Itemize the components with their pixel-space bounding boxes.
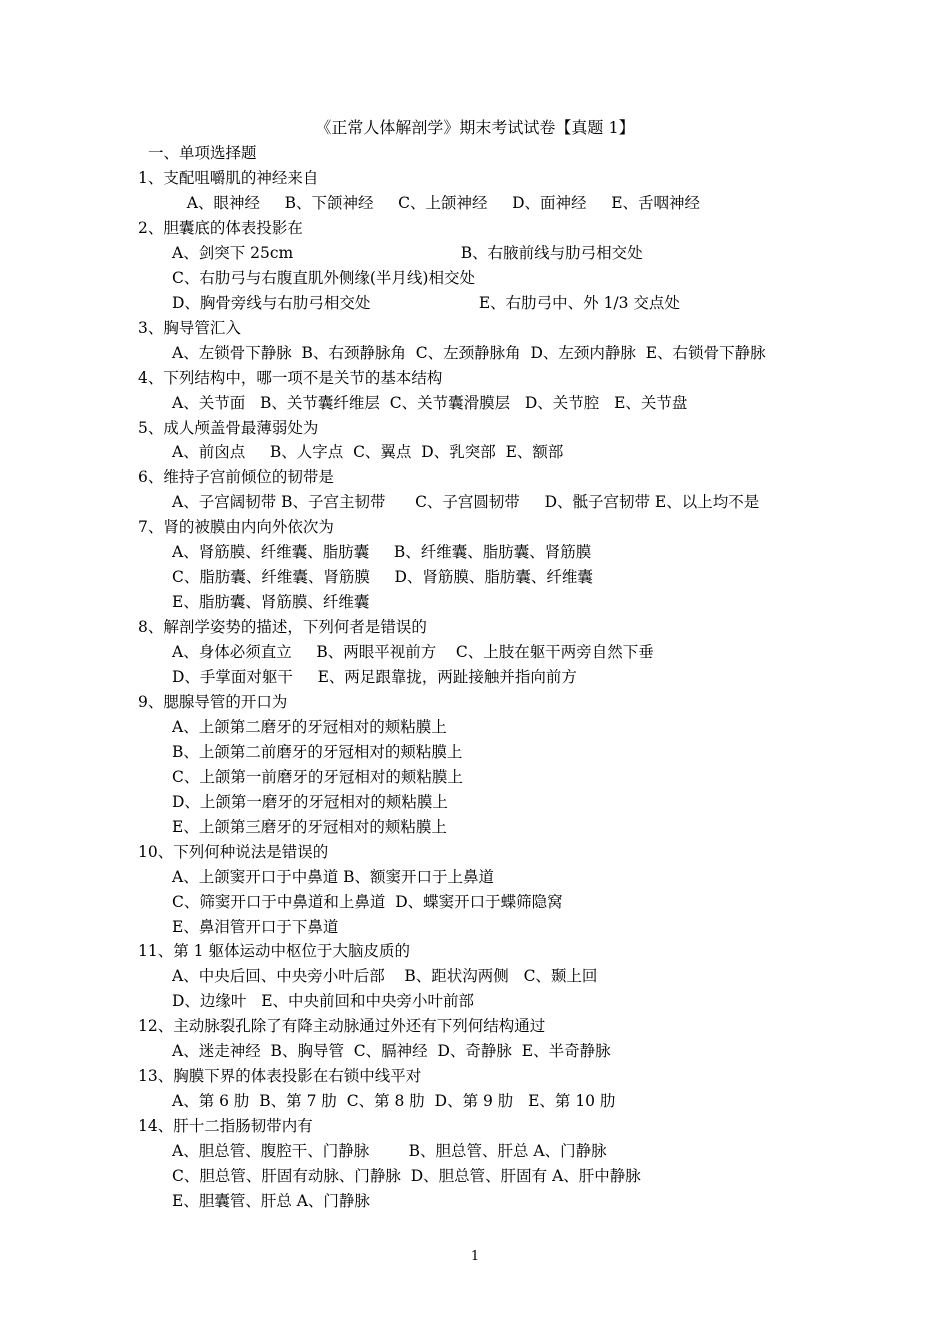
question-options: E、脂肪囊、肾筋膜、纤维囊 (172, 593, 370, 612)
question-options: C、胆总管、肝固有动脉、门静脉 D、胆总管、肝固有 A、肝中静脉 (172, 1167, 641, 1185)
question-options: A、中央后回、中央旁小叶后部 B、距状沟两侧 C、颞上回 (172, 967, 598, 986)
question-options: D、胸骨旁线与右肋弓相交处 E、右肋弓中、外 1/3 交点处 (172, 293, 680, 312)
page-number: 1 (470, 1249, 480, 1264)
question-options: A、上颌窦开口于中鼻道 B、额窦开口于上鼻道 (172, 867, 495, 886)
question-options: D、上颌第一磨牙的牙冠相对的颊粘膜上 (172, 792, 448, 811)
question-options: A、子宫阔韧带 B、子宫主韧带 C、子宫圆韧带 D、骶子宫韧带 E、以上均不是 (172, 493, 760, 512)
question-stem: 10、下列何种说法是错误的 (138, 842, 329, 861)
question-options: A、迷走神经 B、胸导管 C、膈神经 D、奇静脉 E、半奇静脉 (172, 1042, 611, 1061)
question-options: A、左锁骨下静脉 B、右颈静脉角 C、左颈静脉角 D、左颈内静脉 E、右锁骨下静脉 (172, 343, 766, 362)
question-options: A、剑突下 25cm B、右腋前线与肋弓相交处 (172, 243, 643, 262)
question-stem: 1、支配咀嚼肌的神经来自 (138, 169, 319, 187)
question-stem: 6、维持子宫前倾位的韧带是 (138, 468, 334, 487)
question-options: D、边缘叶 E、中央前回和中央旁小叶前部 (172, 992, 475, 1011)
question-options: A、前囟点 B、人字点 C、翼点 D、乳突部 E、额部 (172, 443, 564, 462)
question-stem: 4、下列结构中，哪一项不是关节的基本结构 (138, 368, 443, 387)
question-options: E、鼻泪管开口于下鼻道 (172, 917, 339, 936)
question-options: A、第 6 肋 B、第 7 肋 C、第 8 肋 D、第 9 肋 E、第 10 肋 (172, 1092, 616, 1111)
question-stem: 14、肝十二指肠韧带内有 (138, 1117, 313, 1136)
question-options: A、关节面 B、关节囊纤维层 C、关节囊滑膜层 D、关节腔 E、关节盘 (172, 393, 688, 412)
question-options: E、上颌第三磨牙的牙冠相对的颊粘膜上 (172, 817, 447, 836)
question-options: A、上颌第二磨牙的牙冠相对的颊粘膜上 (172, 717, 447, 736)
question-stem: 2、胆囊底的体表投影在 (138, 218, 303, 237)
question-stem: 12、主动脉裂孔除了有降主动脉通过外还有下列何结构通过 (138, 1017, 546, 1036)
page-title: 《正常人体解剖学》期末考试试卷【真题 1】 (315, 118, 635, 137)
question-stem: 13、胸膜下界的体表投影在右锁中线平对 (138, 1067, 422, 1086)
question-stem: 11、第 1 躯体运动中枢位于大脑皮质的 (138, 942, 410, 961)
question-stem: 9、腮腺导管的开口为 (138, 692, 288, 711)
question-options: C、上颌第一前磨牙的牙冠相对的颊粘膜上 (172, 767, 463, 786)
question-options: B、上颌第二前磨牙的牙冠相对的颊粘膜上 (172, 742, 463, 761)
question-options: C、右肋弓与右腹直肌外侧缘(半月线)相交处 (172, 268, 475, 287)
question-stem: 8、解剖学姿势的描述，下列何者是错误的 (138, 618, 427, 637)
question-options: A、眼神经 B、下颌神经 C、上颌神经 D、面神经 E、舌咽神经 (172, 193, 701, 212)
section-heading: 一、单项选择题 (148, 144, 257, 162)
question-options: A、肾筋膜、纤维囊、脂肪囊 B、纤维囊、脂肪囊、肾筋膜 (172, 543, 592, 562)
question-options: C、脂肪囊、纤维囊、肾筋膜 D、肾筋膜、脂肪囊、纤维囊 (172, 568, 593, 587)
question-options: A、胆总管、腹腔干、门静脉 B、胆总管、肝总 A、门静脉 (172, 1142, 607, 1161)
question-options: C、筛窦开口于中鼻道和上鼻道 D、蝶窦开口于蝶筛隐窝 (172, 892, 563, 911)
question-stem: 3、胸导管汇入 (138, 318, 241, 337)
question-options: A、身体必须直立 B、两眼平视前方 C、上肢在躯干两旁自然下垂 (172, 643, 654, 662)
question-stem: 5、成人颅盖骨最薄弱处为 (138, 418, 319, 437)
question-options: D、手掌面对躯干 E、两足跟靠拢，两趾接触并指向前方 (172, 668, 577, 686)
question-options: E、胆囊管、肝总 A、门静脉 (172, 1191, 370, 1210)
question-stem: 7、肾的被膜由内向外依次为 (138, 518, 334, 537)
